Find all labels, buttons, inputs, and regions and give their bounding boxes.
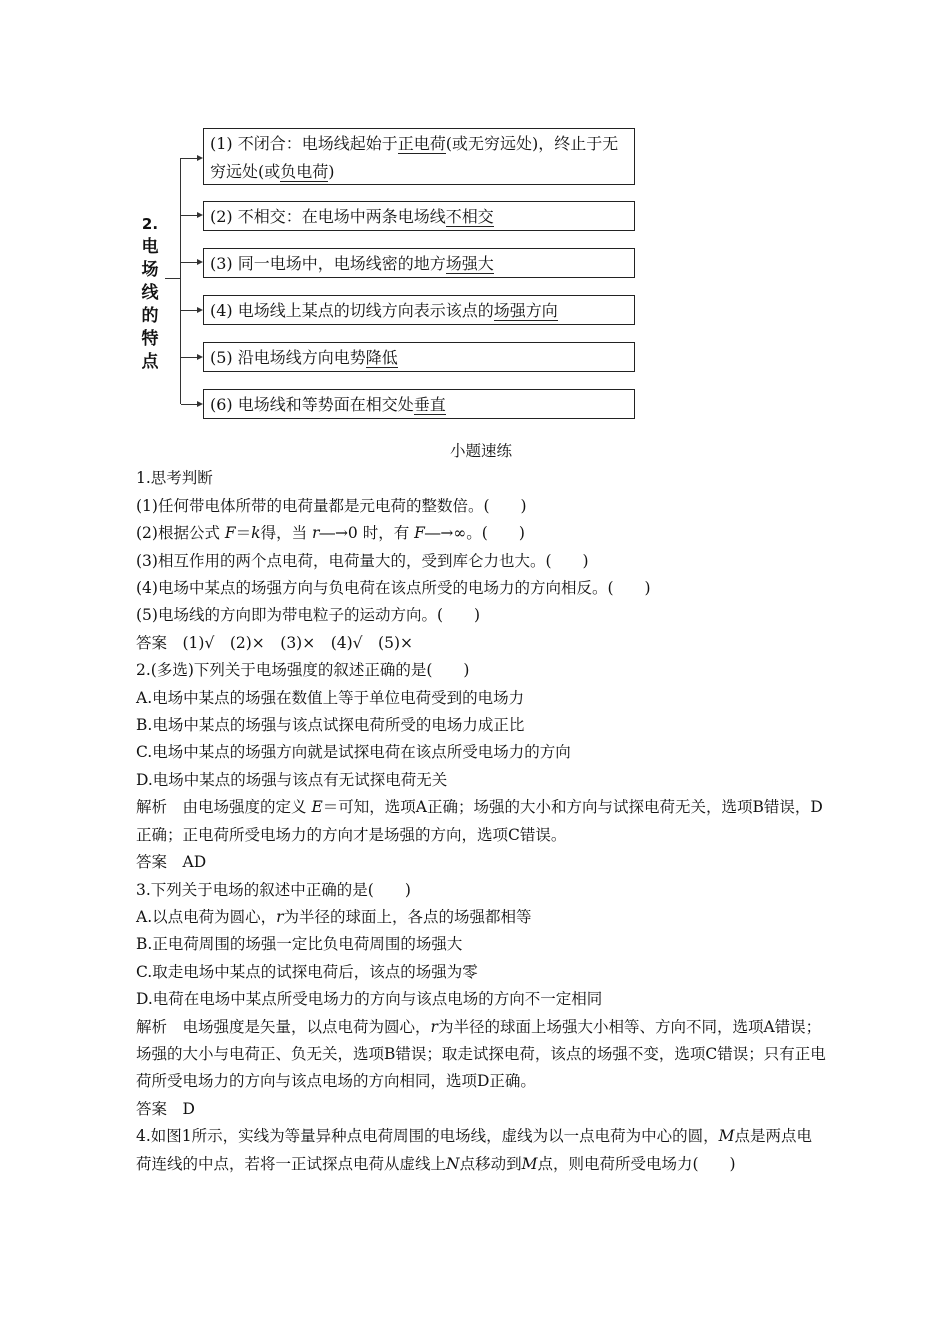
q3-analysis: 解析 电场强度是矢量，以点电荷为圆心，r为半径的球面上场强大小相等、方向不同，选项A错误；场强的大小与电荷正、负无关，选项B错误；取走试探电荷，该点的场强不变，选项C错误；只有正电荷所受电场力的方向与该点电场的方向相同，选项D正确。 [136, 1017, 826, 1091]
arrow-1 [181, 158, 199, 159]
arrow-2 [181, 215, 199, 216]
side-label-char: 的 [141, 306, 159, 326]
q3-option: B.正电荷周围的场强一定比负电荷周围的场强大 [136, 935, 463, 954]
q3-option: D.电荷在电场中某点所受电场力的方向与该点电场的方向不一定相同 [136, 990, 603, 1009]
q3-stem: 3.下列关于电场的叙述中正确的是( ) [136, 880, 411, 899]
side-label-number: 2. [141, 215, 159, 233]
q1-title: 1.思考判断 [136, 469, 213, 488]
q3-option: A.以点电荷为圆心，r为半径的球面上，各点的场强都相等 [136, 907, 532, 926]
feature-box-3: (3) 同一电场中，电场线密的地方场强大 [203, 248, 635, 278]
diagram-side-label [137, 213, 163, 374]
q1-item: (1)任何带电体所带的电荷量都是元电荷的整数倍。( ) [136, 496, 527, 515]
q2-stem: 2.(多选)下列关于电场强度的叙述正确的是( ) [136, 661, 470, 680]
q2-analysis: 解析 由电场强度的定义 E＝可知，选项A正确；场强的大小和方向与试探电荷无关，选项B错误，D正确；正电荷所受电场力的方向才是场强的方向，选项C错误。 [136, 798, 823, 844]
q2-option: C.电场中某点的场强方向就是试探电荷在该点所受电场力的方向 [136, 743, 571, 762]
section-title: 小题速练 [449, 442, 512, 460]
q3-answer: 答案 D [136, 1099, 195, 1118]
bracket-connector [165, 278, 181, 279]
feature-box-2: (2) 不相交：在电场中两条电场线不相交 [203, 201, 635, 231]
bracket-line [180, 158, 181, 404]
side-label-char: 电 [141, 237, 159, 257]
electric-field-line-diagram [0, 0, 950, 440]
feature-box-1: (1) 不闭合：电场线起始于正电荷(或无穷远处)，终止于无穷远处(或负电荷) [203, 128, 635, 185]
arrow-5 [181, 357, 199, 358]
side-label-char: 特 [141, 329, 159, 349]
feature-box-4: (4) 电场线上某点的切线方向表示该点的场强方向 [203, 295, 635, 325]
feature-box-5: (5) 沿电场线方向电势降低 [203, 342, 635, 372]
arrow-6 [181, 404, 199, 405]
side-label-char: 场 [141, 260, 159, 280]
q1-item: (5)电场线的方向即为带电粒子的运动方向。( ) [136, 606, 481, 625]
q2-option: B.电场中某点的场强与该点试探电荷所受的电场力成正比 [136, 716, 525, 735]
q1-item: (4)电场中某点的场强方向与负电荷在该点所受的电场力的方向相反。( ) [136, 579, 651, 598]
q1-item: (2)根据公式 F＝k得，当 r―→0 时，有 F―→∞。( ) [136, 524, 525, 543]
q2-option: D.电场中某点的场强与该点有无试探电荷无关 [136, 770, 448, 789]
arrow-4 [181, 310, 199, 311]
q2-answer: 答案 AD [136, 853, 207, 872]
exercise-content [136, 438, 826, 1178]
q1-item: (3)相互作用的两个点电荷，电荷量大的，受到库仑力也大。( ) [136, 551, 589, 570]
q3-option: C.取走电场中某点的试探电荷后，该点的场强为零 [136, 962, 478, 981]
q4-stem: 4.如图1所示，实线为等量异种点电荷周围的电场线，虚线为以一点电荷为中心的圆，M点是两点电荷连线的中点，若将一正试探点电荷从虚线上N点移动到M点，则电荷所受电场力( ) [136, 1127, 813, 1173]
q2-option: A.电场中某点的场强在数值上等于单位电荷受到的电场力 [136, 688, 525, 707]
side-label-char: 点 [141, 352, 159, 372]
side-label-char: 线 [141, 283, 159, 303]
feature-box-6: (6) 电场线和等势面在相交处垂直 [203, 389, 635, 419]
arrow-3 [181, 262, 199, 263]
q1-answer: 答案 (1)√ (2)× (3)× (4)√ (5)× [136, 633, 413, 652]
